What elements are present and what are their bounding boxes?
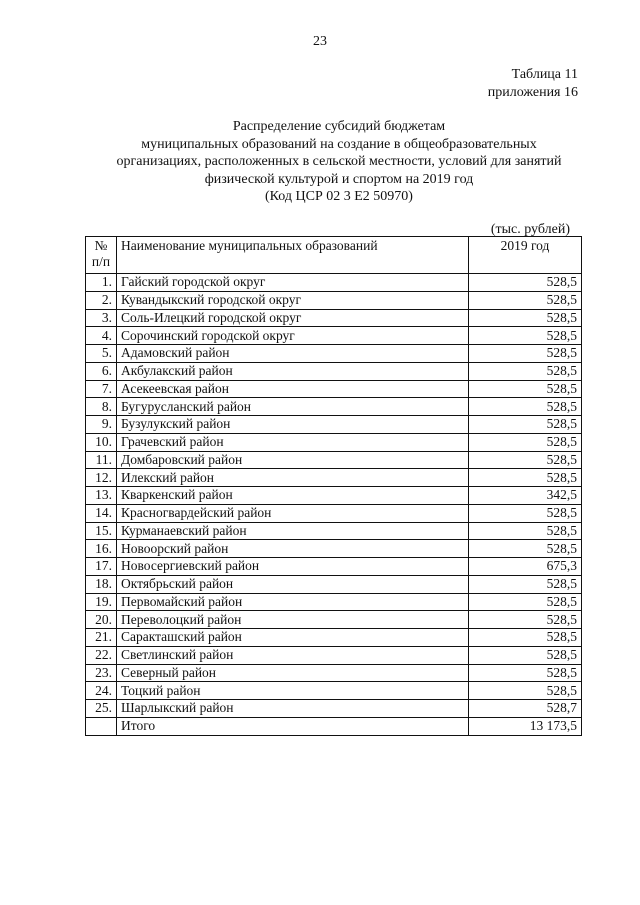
table-row — [86, 504, 582, 522]
title-line-5: (Код ЦСР 02 3 Е2 50970) — [265, 189, 413, 204]
municipality-name: Курманаевский район — [117, 522, 469, 540]
row-number: 2. — [86, 291, 117, 309]
table-row — [86, 398, 582, 416]
municipality-name: Красногвардейский район — [117, 504, 469, 522]
subsidy-amount: 528,5 — [469, 504, 582, 522]
row-number: 8. — [86, 398, 117, 416]
table-row — [86, 433, 582, 451]
subsidy-amount: 528,7 — [469, 700, 582, 718]
row-number: 13. — [86, 487, 117, 505]
table-row — [86, 451, 582, 469]
row-number: 22. — [86, 646, 117, 664]
subsidy-amount: 528,5 — [469, 469, 582, 487]
table-reference-line1: Таблица 11 — [511, 67, 578, 82]
row-number: 17. — [86, 558, 117, 576]
subsidy-amount: 528,5 — [469, 664, 582, 682]
subsidy-table — [85, 236, 582, 736]
municipality-name: Бузулукский район — [117, 416, 469, 434]
municipality-name: Светлинский район — [117, 646, 469, 664]
municipality-name: Саракташский район — [117, 629, 469, 647]
subsidy-amount: 528,5 — [469, 433, 582, 451]
row-number: 25. — [86, 700, 117, 718]
subsidy-amount: 528,5 — [469, 327, 582, 345]
municipality-name: Октябрьский район — [117, 575, 469, 593]
table-reference — [488, 66, 578, 102]
header-number — [86, 237, 117, 274]
table-header-row — [86, 237, 582, 274]
row-number: 12. — [86, 469, 117, 487]
total-label: Итого — [117, 717, 469, 735]
municipality-name: Кваркенский район — [117, 487, 469, 505]
title-line-3: организациях, расположенных в сельской местности, условий для занятий — [116, 154, 562, 169]
municipality-name: Новоорский район — [117, 540, 469, 558]
table-row — [86, 682, 582, 700]
table-row — [86, 664, 582, 682]
total-number-cell — [86, 717, 117, 735]
municipality-name: Адамовский район — [117, 345, 469, 363]
title-line-4: физической культурой и спортом на 2019 год — [204, 171, 474, 187]
subsidy-amount: 528,5 — [469, 540, 582, 558]
row-number: 3. — [86, 309, 117, 327]
row-number: 1. — [86, 274, 117, 292]
row-number: 18. — [86, 575, 117, 593]
page-number: 23 — [313, 34, 327, 49]
municipality-name: Северный район — [117, 664, 469, 682]
subsidy-amount: 528,5 — [469, 398, 582, 416]
row-number: 16. — [86, 540, 117, 558]
document-title — [90, 118, 588, 206]
row-number: 9. — [86, 416, 117, 434]
row-number: 5. — [86, 345, 117, 363]
row-number: 14. — [86, 504, 117, 522]
table-row — [86, 469, 582, 487]
title-line-2: муниципальных образований на создание в общеобразовательных — [141, 136, 537, 152]
subsidy-amount: 528,5 — [469, 416, 582, 434]
table-row — [86, 575, 582, 593]
municipality-name: Домбаровский район — [117, 451, 469, 469]
table-row — [86, 380, 582, 398]
table-body — [86, 274, 582, 718]
municipality-name: Новосергиевский район — [117, 558, 469, 576]
row-number: 20. — [86, 611, 117, 629]
header-year: 2019 год — [469, 237, 582, 274]
subsidy-amount: 528,5 — [469, 629, 582, 647]
subsidy-amount: 528,5 — [469, 593, 582, 611]
municipality-name: Кувандыкский городской округ — [117, 291, 469, 309]
subsidy-amount: 528,5 — [469, 362, 582, 380]
table-row — [86, 274, 582, 292]
table-reference-line2: приложения 16 — [487, 85, 578, 100]
row-number: 6. — [86, 362, 117, 380]
header-number-line2: п/п — [91, 254, 111, 269]
table-row — [86, 309, 582, 327]
header-number-line1: № — [94, 238, 108, 253]
subsidy-amount: 528,5 — [469, 345, 582, 363]
subsidy-amount: 528,5 — [469, 611, 582, 629]
table-row — [86, 487, 582, 505]
table-row — [86, 327, 582, 345]
subsidy-amount: 528,5 — [469, 380, 582, 398]
municipality-name: Асекеевская район — [117, 380, 469, 398]
municipality-name: Акбулакский район — [117, 362, 469, 380]
total-value: 13 173,5 — [469, 717, 582, 735]
subsidy-amount: 675,3 — [469, 558, 582, 576]
table-row — [86, 362, 582, 380]
table-row — [86, 540, 582, 558]
subsidy-amount: 528,5 — [469, 291, 582, 309]
header-name: Наименование муниципальных образований — [117, 237, 469, 274]
table-row — [86, 646, 582, 664]
total-row — [86, 717, 582, 735]
subsidy-amount: 342,5 — [469, 487, 582, 505]
municipality-name: Бугурусланский район — [117, 398, 469, 416]
row-number: 11. — [86, 451, 117, 469]
table-row — [86, 700, 582, 718]
title-line-1: Распределение субсидий бюджетам — [232, 119, 446, 134]
row-number: 10. — [86, 433, 117, 451]
subsidy-amount: 528,5 — [469, 451, 582, 469]
table-row — [86, 291, 582, 309]
table-row — [86, 345, 582, 363]
table-row — [86, 558, 582, 576]
municipality-name: Сорочинский городской округ — [117, 327, 469, 345]
row-number: 23. — [86, 664, 117, 682]
row-number: 19. — [86, 593, 117, 611]
table-row — [86, 593, 582, 611]
unit-label: (тыс. рублей) — [490, 222, 570, 237]
subsidy-amount: 528,5 — [469, 522, 582, 540]
subsidy-amount: 528,5 — [469, 682, 582, 700]
subsidy-amount: 528,5 — [469, 575, 582, 593]
table-row — [86, 416, 582, 434]
municipality-name: Тоцкий район — [117, 682, 469, 700]
subsidy-amount: 528,5 — [469, 274, 582, 292]
subsidy-amount: 528,5 — [469, 646, 582, 664]
subsidy-amount: 528,5 — [469, 309, 582, 327]
municipality-name: Переволоцкий район — [117, 611, 469, 629]
table-row — [86, 629, 582, 647]
municipality-name: Илекский район — [117, 469, 469, 487]
municipality-name: Соль-Илецкий городской округ — [117, 309, 469, 327]
table-row — [86, 611, 582, 629]
row-number: 7. — [86, 380, 117, 398]
row-number: 4. — [86, 327, 117, 345]
municipality-name: Первомайский район — [117, 593, 469, 611]
row-number: 24. — [86, 682, 117, 700]
row-number: 21. — [86, 629, 117, 647]
municipality-name: Шарлыкский район — [117, 700, 469, 718]
row-number: 15. — [86, 522, 117, 540]
municipality-name: Гайский городской округ — [117, 274, 469, 292]
table-row — [86, 522, 582, 540]
municipality-name: Грачевский район — [117, 433, 469, 451]
